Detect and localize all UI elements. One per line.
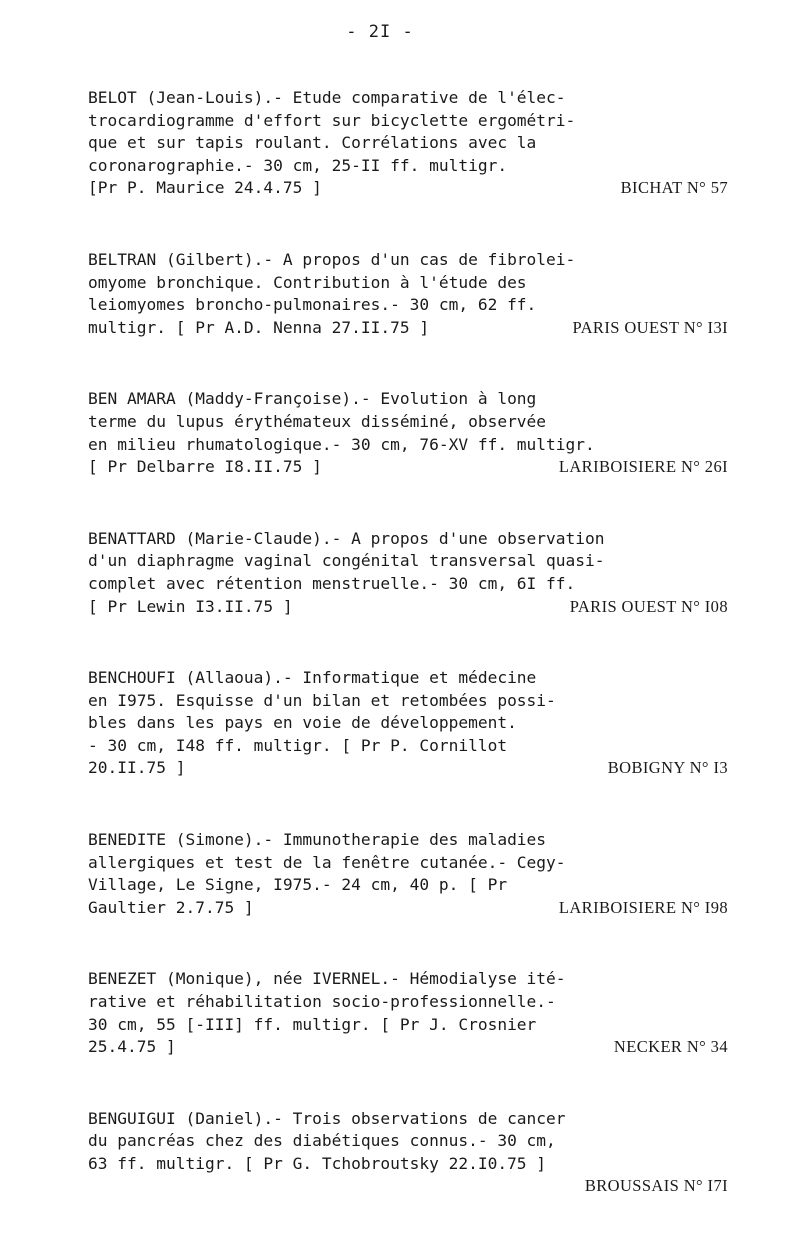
entry-citation: Gaultier 2.7.75 ] (88, 897, 254, 917)
entry-text-line: en I975. Esquisse d'un bilan et retombées possi- (88, 690, 556, 710)
thesis-entry (88, 829, 728, 919)
entry-citation: [ Pr Lewin I3.II.75 ] (88, 596, 293, 616)
entry-text-line: complet avec rétention menstruelle.- 30 cm, 6I ff. (88, 573, 576, 593)
entry-text-line: omyome bronchique. Contribution à l'étude des (88, 272, 527, 292)
entry-citation: [Pr P. Maurice 24.4.75 ] (88, 178, 322, 198)
thesis-entry (88, 388, 728, 478)
entry-citation: 20.II.75 ] (88, 758, 186, 778)
entry-last-line (88, 596, 728, 619)
bibliography-entries (88, 87, 728, 1245)
thesis-entry (88, 968, 728, 1058)
entry-text-line: terme du lupus érythémateux disséminé, observée (88, 411, 547, 431)
entry-last-line (88, 757, 728, 780)
entry-citation: [ Pr Delbarre I8.II.75 ] (88, 457, 322, 477)
entry-text-line: BELOT (Jean-Louis).- Etude comparative de l'élec- (88, 88, 566, 107)
entry-text-line: en milieu rhumatologique.- 30 cm, 76-XV ff. multigr. (88, 434, 595, 454)
entry-text-line: que et sur tapis roulant. Corrélations avec la (88, 133, 537, 153)
entry-last-line (88, 897, 728, 920)
thesis-entry (88, 249, 728, 339)
thesis-entry (88, 1108, 728, 1196)
entry-last-line (88, 456, 728, 479)
entry-text-line: BELTRAN (Gilbert).- A propos d'un cas de fibrolei- (88, 249, 576, 269)
entry-text-line: du pancréas chez des diabétiques connus.- 30 cm, (88, 1131, 556, 1151)
library-location: PARIS OUEST N° I3I (572, 317, 728, 337)
page-number: - 2I - (346, 22, 414, 42)
entry-last-line (88, 177, 728, 200)
entry-last-line (88, 1036, 728, 1059)
library-location: BICHAT N° 57 (620, 178, 728, 198)
library-location: PARIS OUEST N° I08 (569, 596, 728, 616)
entry-text-line: BENEZET (Monique), née IVERNEL.- Hémodialyse ité- (88, 969, 566, 989)
thesis-entry (88, 87, 728, 200)
library-location: BROUSSAIS N° I7I (584, 1175, 728, 1195)
entry-text-line: d'un diaphragme vaginal congénital transversal quasi- (88, 551, 605, 571)
entry-text-line: BENATTARD (Marie-Claude).- A propos d'une observation (88, 528, 605, 548)
thesis-entry (88, 667, 728, 780)
entry-text-line: BENCHOUFI (Allaoua).- Informatique et médecine (88, 668, 537, 688)
entry-text-line: allergiques et test de la fenêtre cutanée.- Cegy- (88, 852, 566, 872)
library-location: LARIBOISIERE N° 26I (558, 457, 728, 477)
entry-text-line: 30 cm, 55 [-III] ff. multigr. [ Pr J. Crosnier (88, 1014, 537, 1034)
entry-text-line: Village, Le Signe, I975.- 24 cm, 40 p. [ Pr (88, 875, 508, 895)
entry-text-line: leiomyomes broncho-pulmonaires.- 30 cm, 62 ff. (88, 295, 537, 315)
entry-citation: 25.4.75 ] (88, 1037, 176, 1057)
entry-text-line: BENGUIGUI (Daniel).- Trois observations de cancer (88, 1108, 566, 1128)
entry-text-line: BENEDITE (Simone).- Immunotherapie des maladies (88, 830, 547, 850)
entry-text-line: coronarographie.- 30 cm, 25-II ff. multigr. (88, 155, 508, 175)
entry-citation: multigr. [ Pr A.D. Nenna 27.II.75 ] (88, 317, 430, 337)
entry-last-line (88, 317, 728, 340)
entry-text-line: rative et réhabilitation socio-professionnelle.- (88, 992, 556, 1012)
entry-text-line: bles dans les pays en voie de développement. (88, 713, 517, 733)
entry-text-line: BEN AMARA (Maddy-Françoise).- Evolution à long (88, 389, 537, 409)
library-location: LARIBOISIERE N° I98 (558, 897, 728, 917)
entry-text-line: - 30 cm, I48 ff. multigr. [ Pr P. Cornillot (88, 735, 508, 755)
library-location: BOBIGNY N° I3 (607, 758, 728, 778)
library-location: NECKER N° 34 (613, 1037, 728, 1057)
thesis-entry (88, 528, 728, 618)
entry-text-line: 63 ff. multigr. [ Pr G. Tchobroutsky 22.I0.75 ] (88, 1154, 547, 1173)
entry-text-line: trocardiogramme d'effort sur bicyclette ergométri- (88, 110, 576, 130)
